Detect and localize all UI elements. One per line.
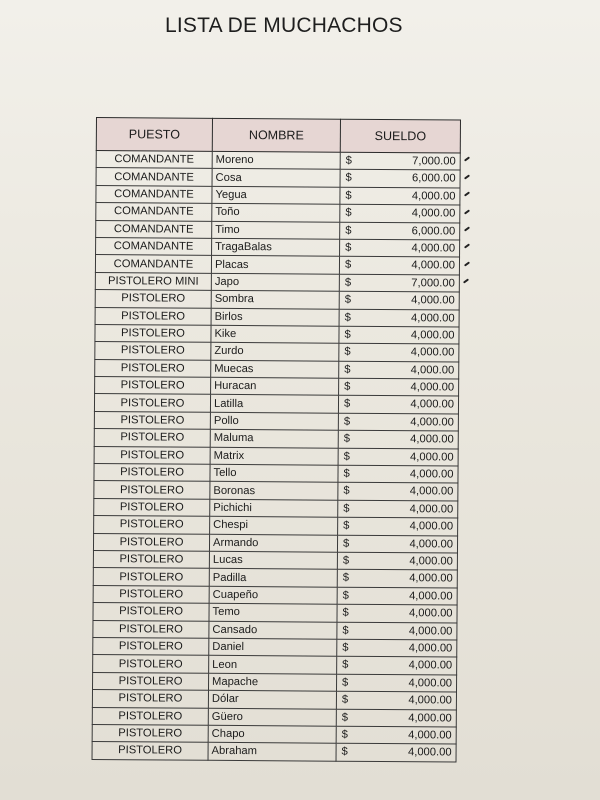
cell-puesto: PISTOLERO	[93, 533, 209, 551]
cell-nombre: Padilla	[209, 569, 337, 587]
cell-puesto: PISTOLERO	[94, 464, 210, 482]
cell-puesto: COMANDANTE	[96, 237, 212, 255]
cell-nombre: Matrix	[210, 447, 338, 465]
cell-puesto: PISTOLERO	[95, 377, 211, 395]
salary-amount: 6,000.00	[411, 224, 456, 238]
salary-amount: 4,000.00	[407, 746, 452, 759]
cell-puesto: PISTOLERO	[93, 672, 209, 690]
currency-symbol: $	[343, 467, 350, 480]
cell-sueldo	[340, 222, 460, 240]
check-mark	[464, 174, 470, 179]
currency-symbol: $	[343, 432, 351, 446]
salary-amount: 4,000.00	[408, 711, 452, 724]
currency-symbol: $	[343, 485, 350, 498]
check-mark	[464, 209, 470, 214]
salary-amount: 4,000.00	[408, 676, 453, 690]
cell-nombre: Japo	[211, 273, 339, 291]
check-mark	[464, 226, 470, 231]
cell-sueldo	[338, 430, 458, 448]
salary-amount: 6,000.00	[411, 172, 456, 185]
currency-symbol: $	[342, 659, 349, 672]
cell-sueldo	[340, 152, 460, 170]
cell-puesto: PISTOLERO	[95, 324, 211, 342]
cell-sueldo	[339, 274, 459, 292]
currency-symbol: $	[343, 398, 351, 411]
cell-sueldo	[340, 170, 460, 188]
cell-puesto: PISTOLERO	[94, 446, 210, 464]
check-mark	[463, 261, 469, 266]
cell-sueldo	[337, 535, 457, 553]
salary-amount: 4,000.00	[410, 433, 454, 446]
cell-sueldo	[339, 309, 459, 327]
salary-amount: 4,000.00	[410, 346, 455, 359]
cell-nombre: Güero	[208, 708, 336, 726]
salary-amount: 4,000.00	[410, 329, 455, 342]
currency-symbol: $	[342, 554, 350, 567]
cell-puesto: PISTOLERO	[93, 655, 209, 673]
cell-puesto: PISTOLERO	[94, 516, 210, 534]
cell-puesto: PISTOLERO	[95, 307, 211, 325]
cell-puesto: PISTOLERO	[93, 585, 209, 603]
column-header-nombre: NOMBRE	[212, 118, 340, 152]
cell-nombre: Birlos	[211, 308, 339, 326]
cell-puesto: COMANDANTE	[96, 185, 212, 203]
cell-sueldo	[336, 691, 456, 709]
cell-nombre: Huracan	[211, 377, 339, 395]
cell-sueldo	[337, 570, 457, 588]
cell-puesto: COMANDANTE	[96, 168, 212, 186]
salary-amount: 7,000.00	[412, 155, 456, 168]
currency-symbol: $	[345, 189, 352, 202]
cell-nombre: Armando	[209, 534, 337, 552]
currency-symbol: $	[341, 728, 348, 741]
check-mark	[464, 157, 470, 162]
column-header-puesto: PUESTO	[96, 118, 212, 152]
cell-nombre: Timo	[212, 221, 340, 239]
cell-nombre: Chapo	[208, 725, 336, 743]
cell-sueldo	[337, 622, 457, 640]
salary-amount: 4,000.00	[411, 189, 456, 203]
cell-nombre: Latilla	[210, 395, 338, 413]
cell-sueldo	[336, 674, 456, 692]
cell-sueldo	[339, 361, 459, 379]
cell-sueldo	[338, 500, 458, 518]
salary-amount: 4,000.00	[408, 694, 452, 707]
salary-amount: 4,000.00	[408, 642, 453, 655]
page-title: LISTA DE MUCHACHOS	[165, 14, 403, 37]
cell-puesto: PISTOLERO	[94, 411, 210, 429]
cell-sueldo	[336, 726, 456, 744]
currency-symbol: $	[342, 537, 350, 550]
cell-nombre: Tello	[210, 464, 338, 482]
cell-sueldo	[338, 465, 458, 483]
currency-symbol: $	[342, 624, 349, 637]
cell-sueldo	[336, 709, 456, 727]
cell-puesto: COMANDANTE	[96, 220, 212, 238]
cell-puesto: PISTOLERO	[93, 637, 209, 655]
currency-symbol: $	[344, 328, 351, 341]
cell-puesto: PISTOLERO	[95, 359, 211, 377]
cell-sueldo	[336, 743, 456, 761]
table-body	[92, 151, 460, 762]
currency-symbol: $	[342, 572, 350, 585]
salary-amount: 4,000.00	[411, 207, 456, 220]
cell-nombre: Maluma	[210, 430, 338, 448]
cell-nombre: Boronas	[210, 482, 338, 500]
cell-sueldo	[340, 187, 460, 205]
currency-symbol: $	[344, 276, 352, 289]
salary-amount: 4,000.00	[410, 416, 454, 429]
currency-symbol: $	[343, 519, 350, 532]
salary-amount: 4,000.00	[410, 363, 455, 377]
cell-nombre: Lucas	[209, 551, 337, 569]
currency-symbol: $	[343, 450, 350, 463]
currency-symbol: $	[344, 293, 352, 306]
cell-nombre: Cosa	[212, 169, 340, 187]
payroll-table-container	[92, 117, 460, 762]
salary-amount: 4,000.00	[408, 659, 453, 672]
currency-symbol: $	[345, 241, 352, 254]
cell-puesto: PISTOLERO	[92, 690, 208, 708]
currency-symbol: $	[343, 415, 351, 428]
currency-symbol: $	[345, 206, 352, 219]
cell-puesto: PISTOLERO	[92, 742, 208, 760]
cell-puesto: PISTOLERO	[94, 394, 210, 412]
cell-puesto: PISTOLERO	[95, 342, 211, 360]
cell-sueldo	[337, 587, 457, 605]
cell-sueldo	[338, 448, 458, 466]
currency-symbol: $	[345, 172, 352, 185]
cell-nombre: Sombra	[211, 290, 339, 308]
cell-nombre: Moreno	[212, 151, 340, 169]
salary-amount: 4,000.00	[411, 311, 455, 325]
cell-puesto: PISTOLERO	[93, 620, 209, 638]
cell-sueldo	[339, 257, 459, 275]
cell-nombre: Abraham	[208, 743, 336, 761]
cell-sueldo	[337, 552, 457, 570]
salary-amount: 4,000.00	[408, 729, 452, 742]
cell-nombre: Dólar	[208, 690, 336, 708]
cell-sueldo	[338, 483, 458, 501]
currency-symbol: $	[344, 311, 351, 324]
salary-amount: 4,000.00	[408, 624, 453, 638]
currency-symbol: $	[342, 606, 349, 619]
cell-puesto: PISTOLERO	[93, 568, 209, 586]
salary-amount: 4,000.00	[410, 398, 455, 411]
currency-symbol: $	[341, 693, 349, 706]
column-header-sueldo: SUELDO	[340, 119, 460, 153]
cell-puesto: COMANDANTE	[96, 151, 212, 169]
salary-amount: 4,000.00	[410, 450, 454, 464]
cell-nombre: Pichichi	[210, 499, 338, 517]
cell-puesto: PISTOLERO	[94, 498, 210, 516]
cell-sueldo	[339, 378, 459, 396]
currency-symbol: $	[341, 746, 348, 759]
cell-puesto: PISTOLERO	[92, 724, 208, 742]
cell-nombre: Cuapeño	[209, 586, 337, 604]
salary-amount: 4,000.00	[409, 503, 454, 516]
salary-amount: 4,000.00	[409, 589, 453, 603]
table-header-row	[96, 118, 460, 154]
cell-sueldo	[340, 204, 460, 222]
cell-nombre: Zurdo	[211, 343, 339, 361]
currency-symbol: $	[344, 363, 351, 376]
cell-puesto: PISTOLERO	[94, 481, 210, 499]
cell-puesto: PISTOLERO MINI	[95, 272, 211, 290]
currency-symbol: $	[344, 346, 351, 359]
salary-amount: 4,000.00	[410, 381, 455, 394]
currency-symbol: $	[341, 711, 349, 724]
cell-nombre: Toño	[212, 203, 340, 221]
cell-puesto: PISTOLERO	[95, 290, 211, 308]
salary-amount: 4,000.00	[409, 572, 453, 585]
salary-amount: 4,000.00	[411, 294, 455, 307]
cell-nombre: Mapache	[208, 673, 336, 691]
salary-amount: 4,000.00	[411, 242, 456, 255]
cell-puesto: COMANDANTE	[96, 203, 212, 221]
salary-amount: 4,000.00	[409, 520, 454, 533]
currency-symbol: $	[344, 259, 352, 272]
cell-sueldo	[338, 413, 458, 431]
currency-symbol: $	[342, 589, 349, 602]
salary-amount: 4,000.00	[411, 259, 456, 272]
cell-nombre: Daniel	[209, 638, 337, 656]
check-mark	[464, 192, 470, 197]
cell-nombre: Temo	[209, 603, 337, 621]
cell-puesto: PISTOLERO	[92, 707, 208, 725]
currency-symbol: $	[342, 676, 349, 689]
payroll-table	[92, 117, 461, 762]
currency-symbol: $	[345, 224, 352, 237]
salary-amount: 7,000.00	[411, 276, 455, 290]
cell-puesto: PISTOLERO	[94, 429, 210, 447]
salary-amount: 4,000.00	[409, 468, 454, 481]
cell-sueldo	[339, 343, 459, 361]
cell-nombre: Cansado	[209, 621, 337, 639]
cell-nombre: Yegua	[212, 186, 340, 204]
currency-symbol: $	[343, 502, 350, 515]
salary-amount: 4,000.00	[408, 607, 453, 620]
cell-nombre: Kike	[211, 325, 339, 343]
cell-nombre: Pollo	[210, 412, 338, 430]
cell-sueldo	[337, 604, 457, 622]
cell-nombre: Placas	[211, 256, 339, 274]
currency-symbol: $	[345, 154, 352, 167]
cell-puesto: PISTOLERO	[93, 603, 209, 621]
cell-puesto: COMANDANTE	[95, 255, 211, 273]
check-mark	[464, 244, 470, 249]
salary-amount: 4,000.00	[409, 555, 453, 568]
cell-nombre: Chespi	[210, 517, 338, 535]
currency-symbol: $	[344, 380, 351, 393]
check-mark	[463, 279, 469, 284]
cell-sueldo	[338, 396, 458, 414]
table-row	[92, 742, 456, 762]
cell-sueldo	[337, 639, 457, 657]
cell-nombre: TragaBalas	[212, 238, 340, 256]
cell-puesto: PISTOLERO	[93, 550, 209, 568]
cell-nombre: Muecas	[211, 360, 339, 378]
cell-sueldo	[339, 326, 459, 344]
cell-sueldo	[338, 517, 458, 535]
cell-sueldo	[337, 657, 457, 675]
currency-symbol: $	[342, 641, 349, 654]
salary-amount: 4,000.00	[409, 485, 454, 498]
salary-amount: 4,000.00	[409, 537, 454, 551]
cell-sueldo	[339, 291, 459, 309]
cell-sueldo	[340, 239, 460, 257]
cell-nombre: Leon	[209, 656, 337, 674]
